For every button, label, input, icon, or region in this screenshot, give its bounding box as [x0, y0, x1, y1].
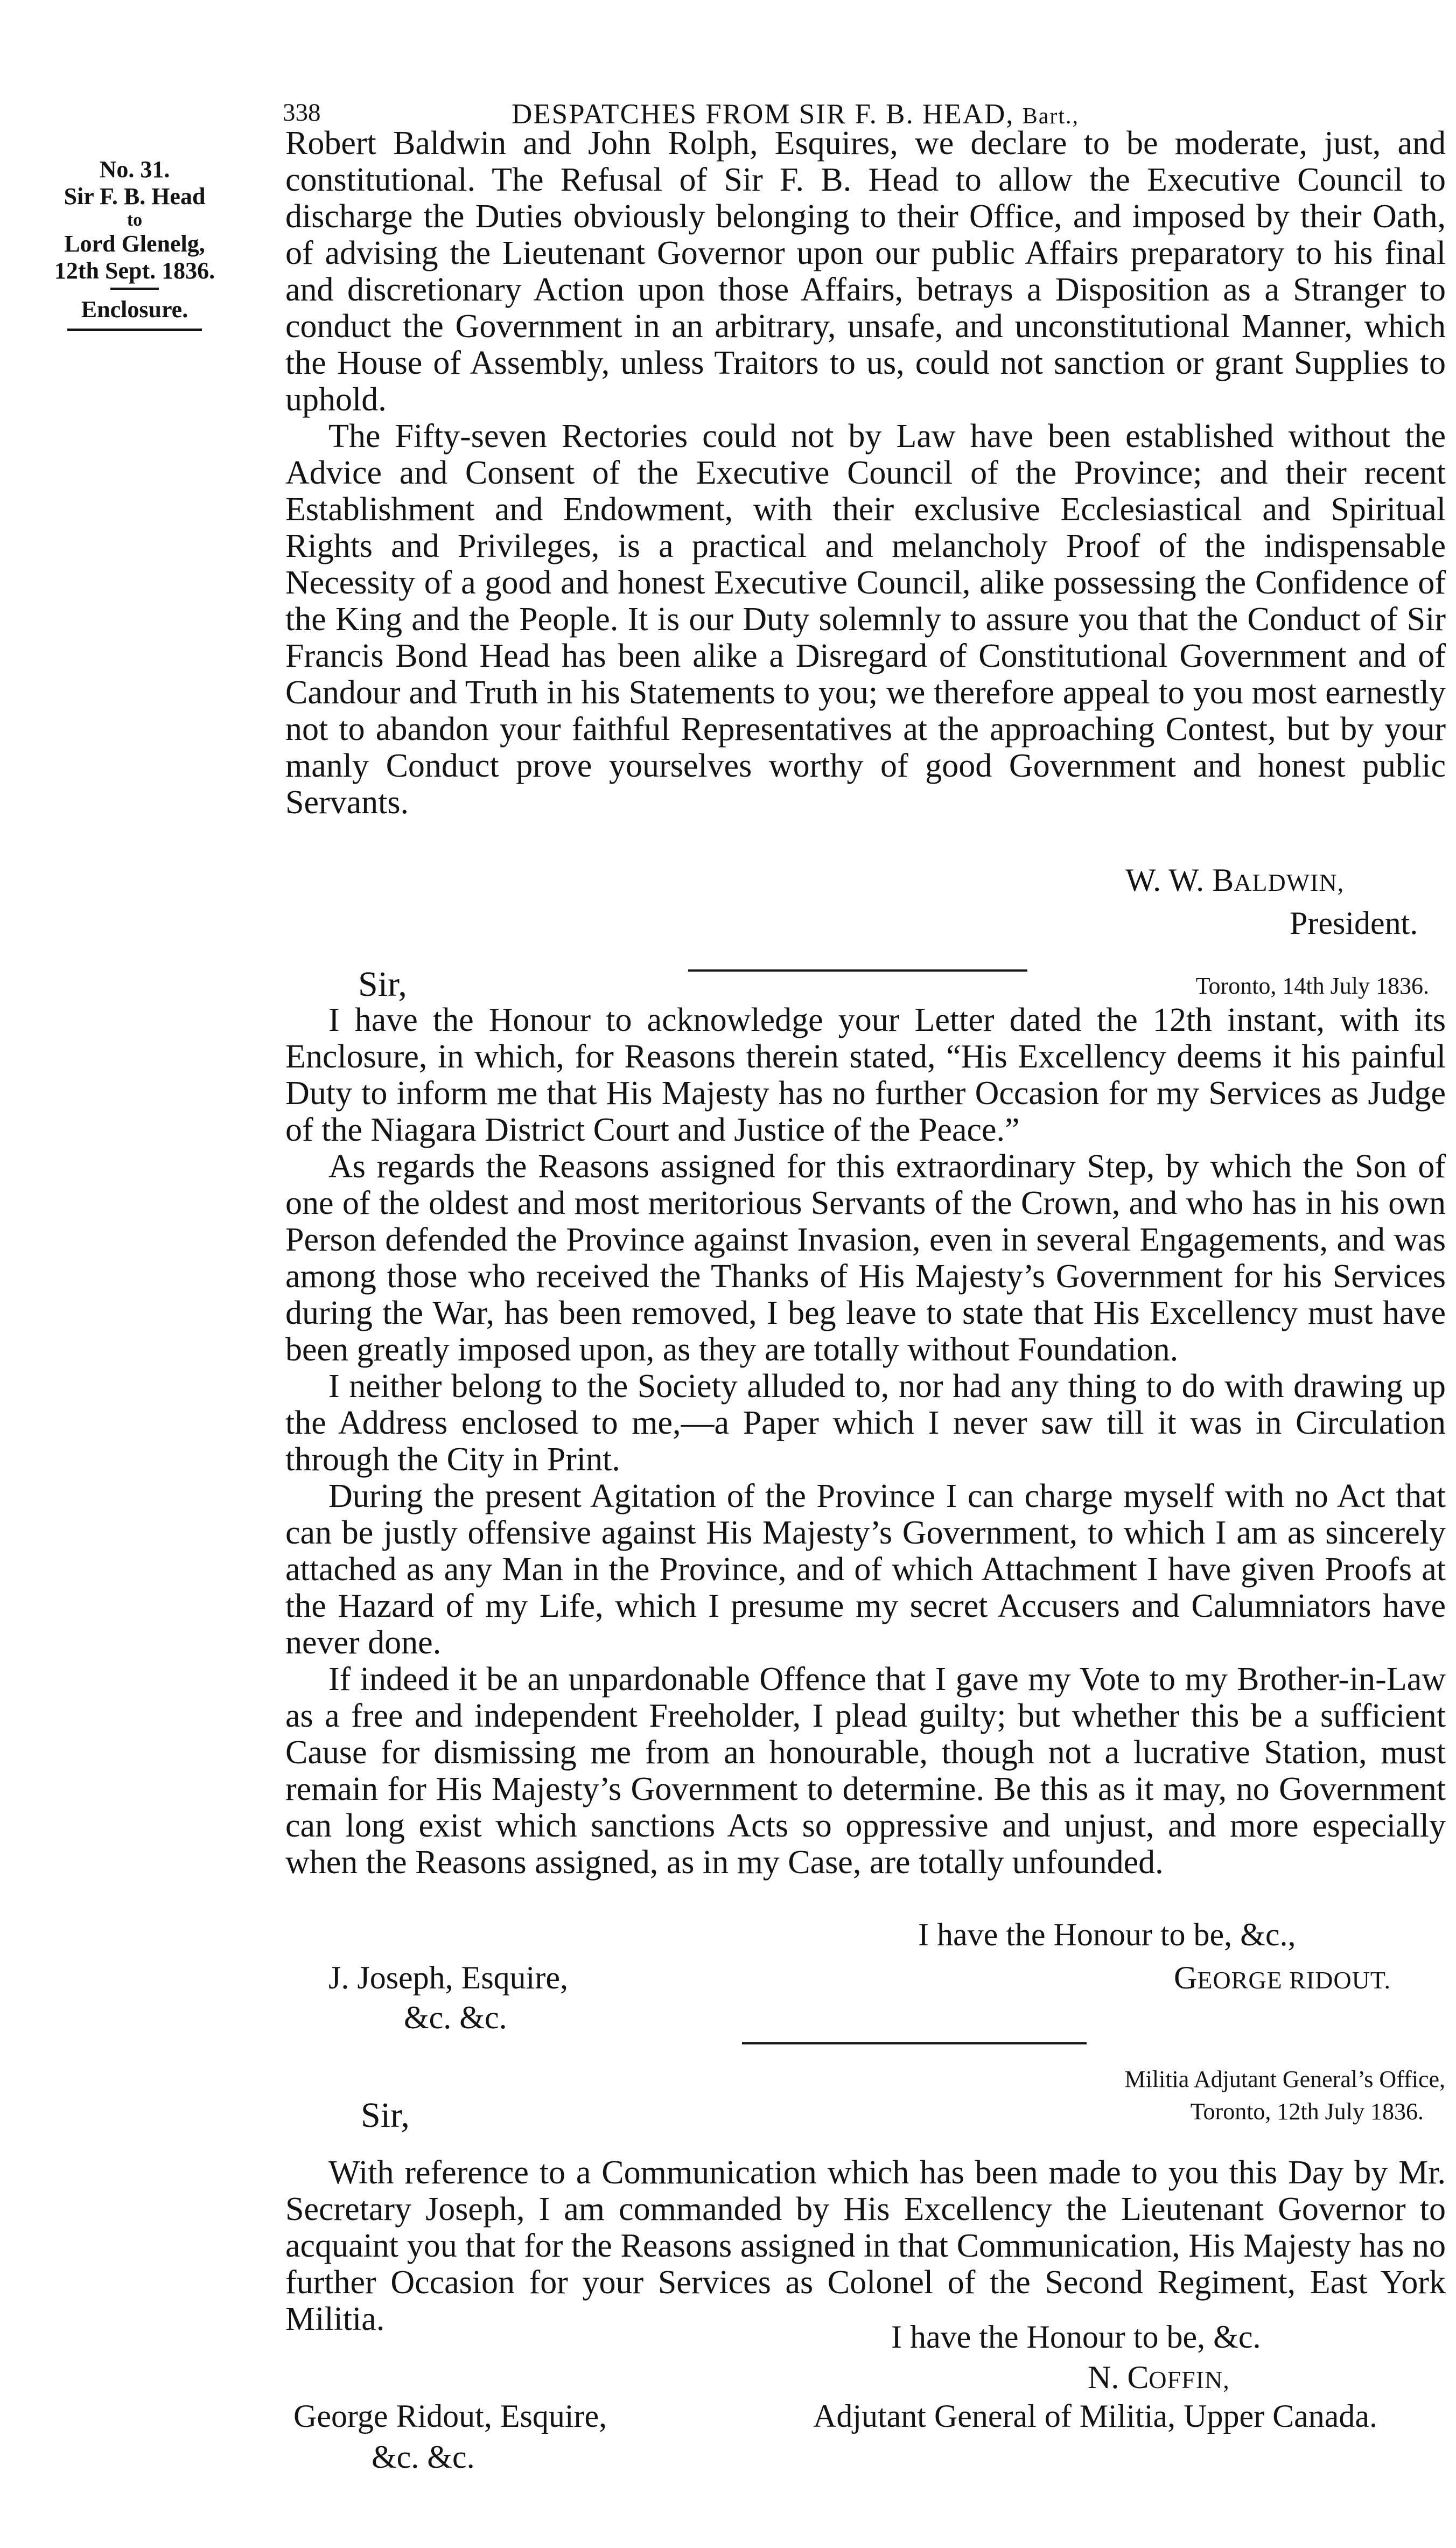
margin-note-to: to [127, 210, 143, 230]
letter1-salutation: Sir, [358, 965, 407, 1004]
letter1-paragraph-5: If indeed it be an unpardonable Offence that I gave my Vote to my Brother-in-Law as a free and independent Freeholder, I plead guilty; but whether this be a sufficient Cause for dismissing me from an honourable, though not a lucrative Station, must remain for His Majesty’s Government to determine. Be this as it may, no Government can long exist which sanctions Acts so oppressive and unjust, and more especially when the Reasons assigned, as in my Case, are totally unfounded. [285, 1661, 1446, 1881]
letter2-signer-rest: OFFIN, [1149, 2366, 1230, 2393]
letter1-text [285, 1002, 1446, 1881]
letter2-signer-initial: N. C [1088, 2359, 1149, 2395]
letter2-salutation: Sir, [361, 2096, 410, 2135]
letter1-paragraph-4: During the present Agitation of the Province I can charge myself with no Act that can be justly offensive against His Majesty’s Government, to which I am as sincerely attached as any Man in the Province, and of which Attachment I have given Proofs at the Hazard of my Life, which I presume my secret Accusers and Calumniators have never done. [285, 1478, 1446, 1661]
letter1-signer-idout: IDOUT. [1306, 1966, 1391, 1994]
letter1-paragraph-3: I neither belong to the Society alluded to, nor had any thing to do with drawing up the Address enclosed to me,—a Paper which I never saw till it was in Circulation through the City in Print. [285, 1368, 1446, 1478]
letter2-dateline-place: Toronto, 12th July 1836. [1190, 2098, 1424, 2125]
margin-note-date: 12th Sept. 1836. [54, 257, 215, 284]
letter1-addressee-etc: &c. &c. [404, 2000, 507, 2035]
margin-note [16, 156, 253, 331]
letter1-signer-eorge: EORGE R [1197, 1966, 1306, 1994]
margin-note-rule [67, 329, 202, 331]
letter2-dateline-office: Militia Adjutant General’s Office, [1124, 2066, 1445, 2092]
address-signer-title: President. [1290, 905, 1418, 941]
letter1-signer [1174, 1959, 1391, 1996]
margin-note-sender: Sir F. B. Head [64, 183, 206, 210]
letter1-paragraph-2: As regards the Reasons assigned for this extraordinary Step, by which the Son of one of the oldest and most meritorious Servants of the Crown, and who has in his own Person defended the Province against Invasion, even in several Engagements, and was among those who received the Thanks of His Majesty’s Government for his Services during the War, has been removed, I beg leave to state that His Excellency must have been greatly imposed upon, as they are totally without Foundation. [285, 1148, 1446, 1368]
section-divider-2 [742, 2042, 1087, 2044]
address-signer-rest: ALDWIN, [1234, 869, 1345, 896]
margin-note-number: No. 31. [99, 156, 170, 183]
address-paragraph-2: The Fifty-seven Rectories could not by Law have been established without the Advice and Consent of the Executive Council of the Province; and their recent Establishment and Endowment, with their exclusive Ecclesiastical and Spiritual Rights and Privileges, is a practical and melancholy Proof of the indispensable Necessity of a good and honest Executive Council, alike possessing the Confidence of the King and the People. It is our Duty solemnly to assure you that the Conduct of Sir Francis Bond Head has been alike a Disregard of Constitutional Government and of Candour and Truth in his Statements to you; we therefore appeal to you most earnestly not to abandon your faithful Representatives at the approaching Contest, but by your manly Conduct prove yourselves worthy of good Government and honest public Servants. [285, 418, 1446, 821]
section-divider-1 [688, 969, 1027, 972]
letter1-closing: I have the Honour to be, &c., [918, 1917, 1296, 1952]
letter1-dateline: Toronto, 14th July 1836. [1195, 973, 1429, 999]
letter2-addressee-etc: &c. &c. [372, 2439, 475, 2475]
margin-note-divider [110, 288, 159, 290]
address-text [285, 125, 1446, 821]
address-signer [1125, 862, 1344, 899]
page-number: 338 [283, 99, 321, 127]
letter1-addressee-name: J. Joseph, Esquire, [328, 1960, 568, 1995]
letter2-text [285, 2154, 1446, 2337]
letter2-paragraph: With reference to a Communication which has been made to you this Day by Mr. Secretary Joseph, I am commanded by His Excellency the Lieutenant Governor to acquaint you that for the Reasons assigned in that Communication, His Majesty has no further Occasion for your Services as Colonel of the Second Regiment, East York Militia. [285, 2154, 1446, 2337]
running-head-small: Bart., [1022, 104, 1080, 129]
address-paragraph-1: Robert Baldwin and John Rolph, Esquires, we declare to be moderate, just, and constitutional. The Refusal of Sir F. B. Head to allow the Executive Council to discharge the Duties obviously belonging to their Office, and imposed by their Oath, of advising the Lieutenant Governor upon our public Affairs preparatory to his final and discretionary Action upon those Affairs, betrays a Disposition as a Stranger to conduct the Government in an arbitrary, unsafe, and unconstitutional Manner, which the House of Assembly, unless Traitors to us, could not sanction or grant Supplies to uphold. [285, 125, 1446, 418]
address-signer-initials: W. W. B [1125, 862, 1234, 898]
letter2-signer-title: Adjutant General of Militia, Upper Canada. [813, 2398, 1378, 2434]
margin-note-enclosure: Enclosure. [81, 296, 188, 323]
letter2-addressee-name: George Ridout, Esquire, [293, 2398, 607, 2434]
letter2-closing: I have the Honour to be, &c. [891, 2319, 1261, 2355]
letter2-signer [1088, 2359, 1230, 2396]
letter1-paragraph-1: I have the Honour to acknowledge your Letter dated the 12th instant, with its Enclosure, in which, for Reasons therein stated, “His Excellency deems it his painful Duty to inform me that His Majesty has no further Occasion for my Services as Judge of the Niagara District Court and Justice of the Peace.” [285, 1002, 1446, 1148]
letter1-signer-g: G [1174, 1960, 1198, 1995]
running-head-main: DESPATCHES FROM SIR F. B. HEAD, [512, 99, 1023, 130]
margin-note-recipient: Lord Glenelg, [64, 231, 205, 257]
